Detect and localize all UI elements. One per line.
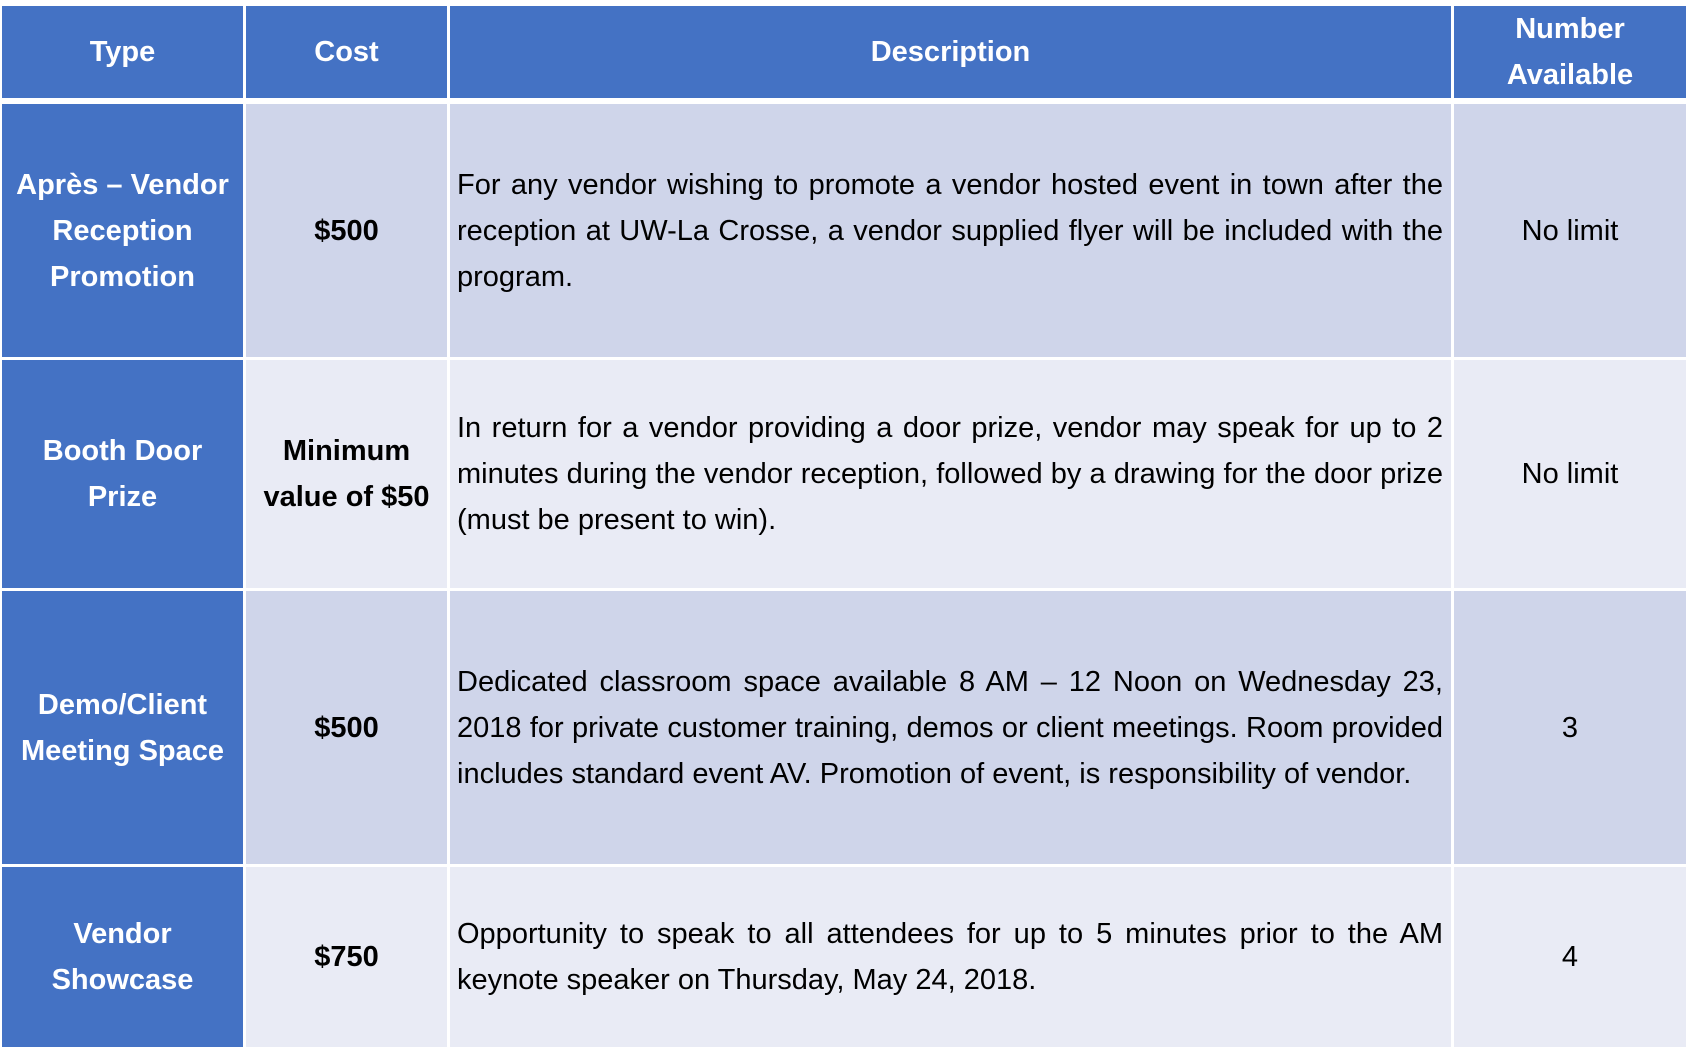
table-row	[2, 867, 1686, 1050]
cost-cell: $500	[246, 104, 450, 360]
sponsorship-table	[2, 6, 1686, 1050]
cost-cell: $750	[246, 867, 450, 1050]
cost-cell: $500	[246, 591, 450, 867]
number-available-cell: No limit	[1454, 360, 1686, 591]
table-header	[2, 6, 1686, 104]
header-number-line1: Number	[1515, 13, 1625, 45]
type-cell: Vendor Showcase	[2, 867, 246, 1050]
header-row	[2, 6, 1686, 104]
header-number-available	[1454, 6, 1686, 104]
description-cell: Dedicated classroom space available 8 AM – 12 Noon on Wednesday 23, 2018 for private customer training, demos or client meetings. Room provided includes standard event AV. Promotion of event, is responsibility of vendor.	[450, 591, 1454, 867]
number-available-cell: 4	[1454, 867, 1686, 1050]
type-cell: Demo/Client Meeting Space	[2, 591, 246, 867]
number-available-cell: No limit	[1454, 104, 1686, 360]
cost-cell: Minimum value of $50	[246, 360, 450, 591]
table-body	[2, 104, 1686, 1050]
header-cost: Cost	[246, 6, 450, 104]
description-cell: Opportunity to speak to all attendees for up to 5 minutes prior to the AM keynote speaker on Thursday, May 24, 2018.	[450, 867, 1454, 1050]
table-row	[2, 360, 1686, 591]
type-cell: Après – Vendor Reception Promotion	[2, 104, 246, 360]
header-number-line2: Available	[1506, 59, 1634, 91]
table-row	[2, 104, 1686, 360]
table-row	[2, 591, 1686, 867]
description-cell: In return for a vendor providing a door prize, vendor may speak for up to 2 minutes during the vendor reception, followed by a drawing for the door prize (must be present to win).	[450, 360, 1454, 591]
type-cell: Booth Door Prize	[2, 360, 246, 591]
header-description: Description	[450, 6, 1454, 104]
number-available-cell: 3	[1454, 591, 1686, 867]
header-type: Type	[2, 6, 246, 104]
description-cell: For any vendor wishing to promote a vendor hosted event in town after the reception at UW-La Crosse, a vendor supplied flyer will be included with the program.	[450, 104, 1454, 360]
